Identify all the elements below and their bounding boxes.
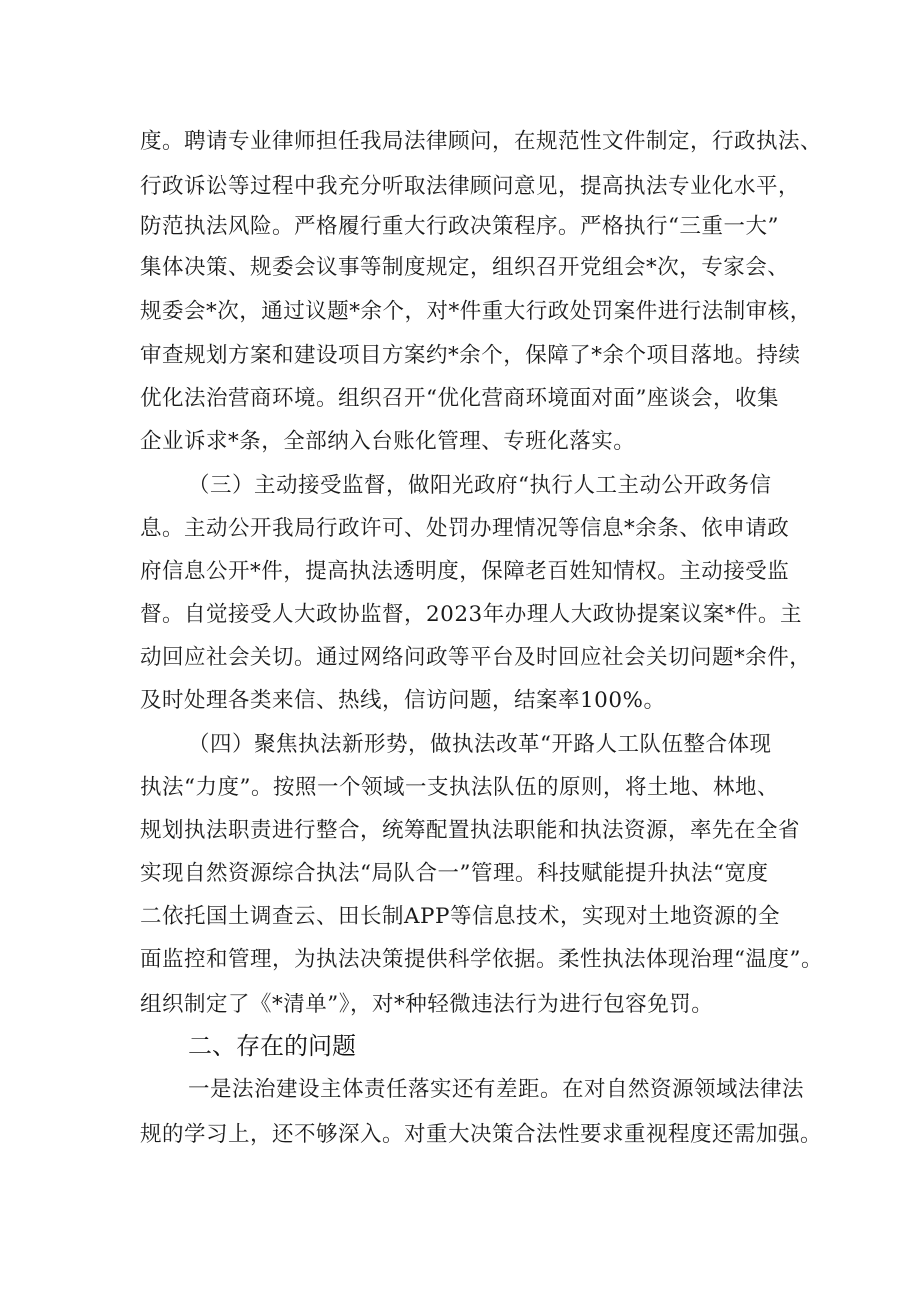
paragraph-line: 度。聘请专业律师担任我局法律顾问，在规范性文件制定，行政执法、 <box>140 129 823 154</box>
paragraph-line: 优化法治营商环境。组织召开“优化营商环境面对面”座谈会，收集 <box>140 386 779 411</box>
paragraph-line: 府信息公开*件，提高执法透明度，保障老百姓知情权。主动接受监 <box>140 559 790 584</box>
paragraph-line: 息。主动公开我局行政许可、处罚办理情况等信息*余条、依申请政 <box>140 516 790 541</box>
paragraph-line: 组织制定了《*清单”》，对*种轻微违法行为进行包容免罚。 <box>140 992 714 1017</box>
paragraph-line: 执法“力度”。按照一个领域一支执法队伍的原则，将土地、林地、 <box>140 775 779 800</box>
paragraph-line: 督。自觉接受人大政协监督，2023年办理人大政协提案议案*件。主 <box>140 602 802 627</box>
section-heading: 二、存在的问题 <box>188 1032 356 1060</box>
paragraph-line: 规的学习上，还不够深入。对重大决策合法性要求重视程度还需加强。 <box>140 1122 823 1147</box>
paragraph-line: 及时处理各类来信、热线，信访问题，结案率100%。 <box>140 688 666 713</box>
paragraph-line: 行政诉讼等过程中我充分听取法律顾问意见，提高执法专业化水平， <box>140 174 801 199</box>
paragraph-line: 面监控和管理，为执法决策提供科学依据。柔性执法体现治理“温度”。 <box>140 947 823 972</box>
paragraph-line: 集体决策、规委会议事等制度规定，组织召开党组会*次，专家会、 <box>140 255 790 280</box>
paragraph-line: 规划执法职责进行整合，统筹配置执法职能和执法资源，率先在全省 <box>140 818 801 843</box>
section-three-line: （三）主动接受监督，做阳光政府“执行人工主动公开政务信 <box>188 473 772 498</box>
paragraph-line: 一是法治建设主体责任落实还有差距。在对自然资源领域法律法 <box>188 1077 805 1102</box>
paragraph-line: 规委会*次，通过议题*余个，对*件重大行政处罚案件进行法制审核， <box>140 299 812 324</box>
paragraph-line: 实现自然资源综合执法“局队合一”管理。科技赋能提升执法“宽度 <box>140 861 769 886</box>
section-four-line: （四）聚焦执法新形势，做执法改革“开路人工队伍整合体现 <box>188 732 772 757</box>
paragraph-line: 防范执法风险。严格履行重大行政决策程序。严格执行“三重一大” <box>140 214 779 239</box>
paragraph-line: 企业诉求*条，全部纳入台账化管理、专班化落实。 <box>140 429 636 454</box>
paragraph-line: 动回应社会关切。通过网络问政等平台及时回应社会关切问题*余件， <box>140 645 812 670</box>
paragraph-line: 二依托国土调查云、田长制APP等信息技术，实现对土地资源的全 <box>140 904 780 929</box>
paragraph-line: 审查规划方案和建设项目方案约*余个，保障了*余个项目落地。持续 <box>140 343 801 368</box>
